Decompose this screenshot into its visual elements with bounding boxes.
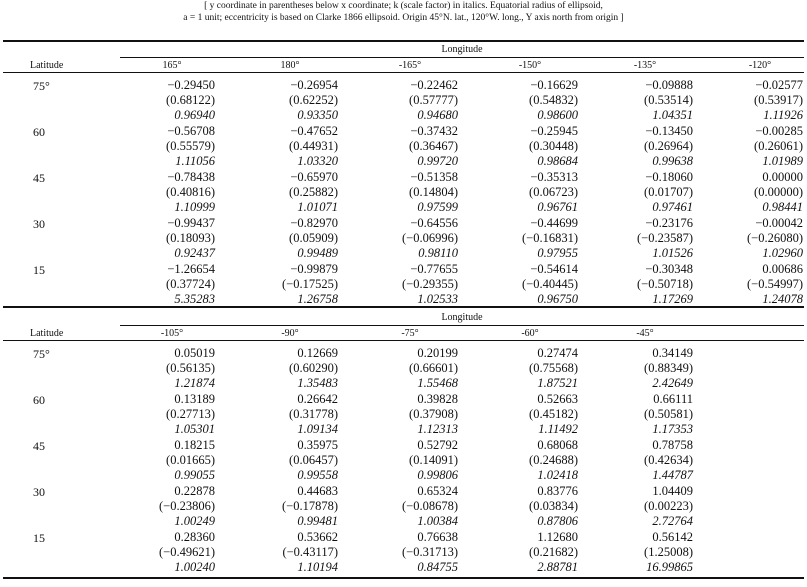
scale-factor-text: 1.02533 xyxy=(417,292,458,306)
note-line-1: [ y coordinate in parentheses below x coordinate; k (scale factor) in italics. Equatorial radius of ellipsoid, xyxy=(204,1,603,11)
x-coordinate: 0.83776 xyxy=(537,484,578,498)
scale-factor xyxy=(603,560,693,575)
scale-factor xyxy=(713,154,803,169)
scale-factor-text: 1.01989 xyxy=(762,154,803,168)
scale-factor xyxy=(368,292,458,307)
x-coordinate: −0.18060 xyxy=(645,170,693,184)
scale-factor xyxy=(125,108,215,123)
x-coordinate: 0.52792 xyxy=(417,438,458,452)
scale-factor xyxy=(248,292,338,307)
column-header: -90° xyxy=(281,328,299,339)
scale-factor xyxy=(248,200,338,215)
x-coordinate: 0.20199 xyxy=(417,346,458,360)
scale-factor-text: 0.94680 xyxy=(417,108,458,122)
longitude-header: Longitude xyxy=(441,44,483,55)
y-coordinate: (−0.17878) xyxy=(282,499,338,513)
x-coordinate: 0.52663 xyxy=(537,392,578,406)
latitude-value: 30 xyxy=(33,217,45,231)
y-coordinate: (−0.26080) xyxy=(747,231,803,245)
y-coordinate: (0.55579) xyxy=(166,139,215,153)
scale-factor-text: 1.11492 xyxy=(538,422,578,436)
latitude-value: 60 xyxy=(33,393,45,407)
column-header: -150° xyxy=(518,60,542,71)
scale-factor xyxy=(368,514,458,529)
x-coordinate: −0.54614 xyxy=(530,262,578,276)
scale-factor-text: 0.99720 xyxy=(417,154,458,168)
x-coordinate: −0.37432 xyxy=(410,124,458,138)
y-coordinate: (−0.40445) xyxy=(522,277,578,291)
scale-factor-text: 0.98441 xyxy=(762,200,803,214)
table-top-rule xyxy=(3,306,804,308)
scale-factor-text: 2.72764 xyxy=(652,514,693,528)
scale-factor-text: 16.99865 xyxy=(646,560,693,574)
y-coordinate: (0.06457) xyxy=(289,453,338,467)
scale-factor-text: 0.97955 xyxy=(537,246,578,260)
scale-factor xyxy=(125,468,215,483)
y-coordinate: (0.31778) xyxy=(289,407,338,421)
y-coordinate: (0.56135) xyxy=(166,361,215,375)
y-coordinate: (0.26061) xyxy=(754,139,803,153)
x-coordinate: 1.12680 xyxy=(537,530,578,544)
x-coordinate: −0.78438 xyxy=(167,170,215,184)
column-header: -105° xyxy=(160,328,184,339)
scale-factor-text: 1.03320 xyxy=(297,154,338,168)
y-coordinate: (−0.43117) xyxy=(282,545,338,559)
y-coordinate: (0.37908) xyxy=(409,407,458,421)
x-coordinate: 0.34149 xyxy=(652,346,693,360)
y-coordinate: (−0.17525) xyxy=(282,277,338,291)
scale-factor-text: 1.44787 xyxy=(652,468,693,482)
scale-factor xyxy=(368,560,458,575)
x-coordinate: 0.56142 xyxy=(652,530,693,544)
y-coordinate: (0.01665) xyxy=(166,453,215,467)
scale-factor-text: 0.97599 xyxy=(417,200,458,214)
scale-factor-text: 0.98110 xyxy=(418,246,458,260)
scale-factor xyxy=(713,246,803,261)
x-coordinate: −0.00042 xyxy=(755,216,803,230)
scale-factor xyxy=(125,292,215,307)
x-coordinate: 0.12669 xyxy=(297,346,338,360)
scale-factor-text: 1.11926 xyxy=(763,108,803,122)
x-coordinate: 0.18215 xyxy=(174,438,215,452)
x-coordinate: 0.00686 xyxy=(762,262,803,276)
x-coordinate: −0.35313 xyxy=(530,170,578,184)
scale-factor-text: 1.11056 xyxy=(175,154,215,168)
scale-factor-text: 0.96750 xyxy=(537,292,578,306)
y-coordinate: (0.06723) xyxy=(529,185,578,199)
table-bottom-rule xyxy=(3,577,804,579)
longitude-subrule xyxy=(120,325,804,326)
y-coordinate: (0.05909) xyxy=(289,231,338,245)
x-coordinate: 0.76638 xyxy=(417,530,458,544)
x-coordinate: −0.00285 xyxy=(755,124,803,138)
scale-factor-text: 0.98684 xyxy=(537,154,578,168)
latitude-value: 45 xyxy=(33,171,45,185)
y-coordinate: (0.57777) xyxy=(409,93,458,107)
longitude-subrule xyxy=(120,57,804,58)
y-coordinate: (0.54832) xyxy=(529,93,578,107)
scale-factor xyxy=(248,108,338,123)
scale-factor-text: 1.24078 xyxy=(762,292,803,306)
y-coordinate: (0.01707) xyxy=(644,185,693,199)
scale-factor-text: 1.00384 xyxy=(417,514,458,528)
column-header: -165° xyxy=(398,60,422,71)
scale-factor-text: 0.92437 xyxy=(174,246,215,260)
x-coordinate: 0.53662 xyxy=(297,530,338,544)
x-coordinate: −1.26654 xyxy=(167,262,215,276)
scale-factor-text: 1.35483 xyxy=(297,376,338,390)
y-coordinate: (0.03834) xyxy=(529,499,578,513)
scale-factor-text: 0.99806 xyxy=(417,468,458,482)
x-coordinate: −0.56708 xyxy=(167,124,215,138)
scale-factor xyxy=(488,376,578,391)
scale-factor-text: 0.99638 xyxy=(652,154,693,168)
y-coordinate: (0.26964) xyxy=(644,139,693,153)
y-coordinate: (0.44931) xyxy=(289,139,338,153)
x-coordinate: 0.26642 xyxy=(297,392,338,406)
x-coordinate: 0.00000 xyxy=(762,170,803,184)
scale-factor-text: 0.84755 xyxy=(417,560,458,574)
y-coordinate: (−0.54997) xyxy=(747,277,803,291)
y-coordinate: (0.14804) xyxy=(409,185,458,199)
scale-factor xyxy=(603,422,693,437)
scale-factor xyxy=(603,376,693,391)
scale-factor-text: 0.96761 xyxy=(537,200,578,214)
scale-factor-text: 2.42649 xyxy=(652,376,693,390)
scale-factor xyxy=(603,292,693,307)
y-coordinate: (0.66601) xyxy=(409,361,458,375)
latitude-header: Latitude xyxy=(30,328,64,339)
scale-factor xyxy=(248,376,338,391)
scale-factor-text: 1.17269 xyxy=(652,292,693,306)
latitude-value: 15 xyxy=(33,531,45,545)
y-coordinate: (0.27713) xyxy=(166,407,215,421)
scale-factor xyxy=(603,200,693,215)
scale-factor-text: 0.99558 xyxy=(297,468,338,482)
column-header: -45° xyxy=(636,328,654,339)
scale-factor-text: 1.17353 xyxy=(652,422,693,436)
scale-factor-text: 0.99481 xyxy=(297,514,338,528)
scale-factor xyxy=(125,154,215,169)
scale-factor-text: 1.00249 xyxy=(174,514,215,528)
scale-factor xyxy=(125,514,215,529)
x-coordinate: −0.64556 xyxy=(410,216,458,230)
scale-factor xyxy=(488,514,578,529)
x-coordinate: 0.66111 xyxy=(653,392,693,406)
latitude-value: 75° xyxy=(33,79,50,93)
scale-factor xyxy=(488,200,578,215)
x-coordinate: −0.16629 xyxy=(530,78,578,92)
y-coordinate: (0.53917) xyxy=(754,93,803,107)
latitude-value: 15 xyxy=(33,263,45,277)
y-coordinate: (0.53514) xyxy=(644,93,693,107)
y-coordinate: (0.50581) xyxy=(644,407,693,421)
scale-factor xyxy=(603,154,693,169)
column-header: -60° xyxy=(521,328,539,339)
scale-factor xyxy=(248,154,338,169)
x-coordinate: 0.65324 xyxy=(417,484,458,498)
column-header: -135° xyxy=(633,60,657,71)
latitude-value: 75° xyxy=(33,347,50,361)
scale-factor xyxy=(248,422,338,437)
x-coordinate: 0.22878 xyxy=(174,484,215,498)
scale-factor xyxy=(248,468,338,483)
scale-factor xyxy=(368,108,458,123)
scale-factor-text: 1.02960 xyxy=(762,246,803,260)
scale-factor xyxy=(488,246,578,261)
x-coordinate: −0.26954 xyxy=(290,78,338,92)
scale-factor xyxy=(368,422,458,437)
scale-factor xyxy=(125,376,215,391)
y-coordinate: (0.68122) xyxy=(166,93,215,107)
y-coordinate: (−0.08678) xyxy=(402,499,458,513)
y-coordinate: (0.00000) xyxy=(754,185,803,199)
scale-factor xyxy=(368,376,458,391)
table-top-rule xyxy=(3,40,804,42)
scale-factor-text: 1.10194 xyxy=(297,560,338,574)
scale-factor-text: 1.87521 xyxy=(537,376,578,390)
scale-factor xyxy=(368,200,458,215)
scale-factor xyxy=(488,108,578,123)
y-coordinate: (0.25882) xyxy=(289,185,338,199)
longitude-header: Longitude xyxy=(441,312,483,323)
x-coordinate: 0.39828 xyxy=(417,392,458,406)
scale-factor-text: 1.01526 xyxy=(652,246,693,260)
scale-factor xyxy=(125,422,215,437)
scale-factor xyxy=(488,560,578,575)
y-coordinate: (−0.29355) xyxy=(402,277,458,291)
x-coordinate: 1.04409 xyxy=(652,484,693,498)
x-coordinate: −0.99437 xyxy=(167,216,215,230)
x-coordinate: 0.44683 xyxy=(297,484,338,498)
y-coordinate: (−0.23806) xyxy=(159,499,215,513)
scale-factor xyxy=(713,108,803,123)
y-coordinate: (1.25008) xyxy=(644,545,693,559)
y-coordinate: (0.18093) xyxy=(166,231,215,245)
x-coordinate: 0.35975 xyxy=(297,438,338,452)
scale-factor-text: 0.96940 xyxy=(174,108,215,122)
scale-factor-text: 1.21874 xyxy=(174,376,215,390)
latitude-value: 60 xyxy=(33,125,45,139)
y-coordinate: (−0.16831) xyxy=(522,231,578,245)
scale-factor-text: 0.99055 xyxy=(174,468,215,482)
x-coordinate: −0.44699 xyxy=(530,216,578,230)
scale-factor-text: 2.88781 xyxy=(537,560,578,574)
scale-factor-text: 0.87806 xyxy=(537,514,578,528)
x-coordinate: −0.77655 xyxy=(410,262,458,276)
y-coordinate: (0.14091) xyxy=(409,453,458,467)
x-coordinate: −0.13450 xyxy=(645,124,693,138)
y-coordinate: (0.42634) xyxy=(644,453,693,467)
column-header: -75° xyxy=(401,328,419,339)
y-coordinate: (0.88349) xyxy=(644,361,693,375)
scale-factor-text: 1.01071 xyxy=(297,200,338,214)
y-coordinate: (−0.31713) xyxy=(402,545,458,559)
x-coordinate: −0.09888 xyxy=(645,78,693,92)
scale-factor-text: 0.99489 xyxy=(297,246,338,260)
y-coordinate: (−0.50718) xyxy=(637,277,693,291)
y-coordinate: (0.21682) xyxy=(529,545,578,559)
y-coordinate: (0.30448) xyxy=(529,139,578,153)
scale-factor xyxy=(603,246,693,261)
scale-factor xyxy=(248,514,338,529)
scale-factor-text: 1.26758 xyxy=(297,292,338,306)
scale-factor xyxy=(368,246,458,261)
scale-factor-text: 0.93350 xyxy=(297,108,338,122)
latitude-value: 45 xyxy=(33,439,45,453)
y-coordinate: (0.00223) xyxy=(644,499,693,513)
scale-factor-text: 1.00240 xyxy=(174,560,215,574)
scale-factor xyxy=(603,514,693,529)
x-coordinate: 0.13189 xyxy=(174,392,215,406)
scale-factor xyxy=(368,468,458,483)
x-coordinate: 0.68068 xyxy=(537,438,578,452)
y-coordinate: (0.36467) xyxy=(409,139,458,153)
scale-factor xyxy=(488,468,578,483)
scale-factor-text: 0.98600 xyxy=(537,108,578,122)
note-line-2: a = 1 unit; eccentricity is based on Clarke 1866 ellipsoid. Origin 45°N. lat., 120°W. long., Y axis north from origin ] xyxy=(183,13,624,23)
scale-factor xyxy=(248,560,338,575)
y-coordinate: (0.60290) xyxy=(289,361,338,375)
y-coordinate: (0.62252) xyxy=(289,93,338,107)
x-coordinate: 0.27474 xyxy=(537,346,578,360)
scale-factor xyxy=(603,108,693,123)
y-coordinate: (0.75568) xyxy=(529,361,578,375)
y-coordinate: (−0.49621) xyxy=(159,545,215,559)
x-coordinate: −0.30348 xyxy=(645,262,693,276)
x-coordinate: −0.99879 xyxy=(290,262,338,276)
x-coordinate: −0.51358 xyxy=(410,170,458,184)
header-rule xyxy=(3,340,804,341)
scale-factor xyxy=(488,292,578,307)
x-coordinate: 0.28360 xyxy=(174,530,215,544)
scale-factor xyxy=(125,200,215,215)
scale-factor-text: 1.09134 xyxy=(297,422,338,436)
scale-factor-text: 1.05301 xyxy=(174,422,215,436)
scale-factor-text: 1.12313 xyxy=(417,422,458,436)
scale-factor xyxy=(603,468,693,483)
scale-factor xyxy=(125,560,215,575)
x-coordinate: −0.22462 xyxy=(410,78,458,92)
scale-factor xyxy=(488,154,578,169)
scale-factor xyxy=(713,200,803,215)
y-coordinate: (0.45182) xyxy=(529,407,578,421)
scale-factor xyxy=(125,246,215,261)
latitude-header: Latitude xyxy=(30,60,64,71)
header-rule xyxy=(3,72,804,73)
y-coordinate: (0.24688) xyxy=(529,453,578,467)
y-coordinate: (−0.23587) xyxy=(637,231,693,245)
scale-factor-text: 5.35283 xyxy=(174,292,215,306)
column-header: -120° xyxy=(748,60,772,71)
y-coordinate: (0.40816) xyxy=(166,185,215,199)
x-coordinate: −0.23176 xyxy=(645,216,693,230)
scale-factor-text: 1.04351 xyxy=(652,108,693,122)
scale-factor-text: 1.02418 xyxy=(537,468,578,482)
x-coordinate: −0.82970 xyxy=(290,216,338,230)
scale-factor xyxy=(248,246,338,261)
latitude-value: 30 xyxy=(33,485,45,499)
scale-factor-text: 1.55468 xyxy=(417,376,458,390)
x-coordinate: −0.65970 xyxy=(290,170,338,184)
scale-factor xyxy=(488,422,578,437)
x-coordinate: −0.29450 xyxy=(167,78,215,92)
column-header: 180° xyxy=(280,60,300,71)
x-coordinate: −0.02577 xyxy=(755,78,803,92)
x-coordinate: −0.25945 xyxy=(530,124,578,138)
scale-factor-text: 0.97461 xyxy=(652,200,693,214)
scale-factor xyxy=(368,154,458,169)
y-coordinate: (0.37724) xyxy=(166,277,215,291)
x-coordinate: 0.78758 xyxy=(652,438,693,452)
scale-factor xyxy=(713,292,803,307)
column-header: 165° xyxy=(162,60,182,71)
scale-factor-text: 1.10999 xyxy=(174,200,215,214)
x-coordinate: −0.47652 xyxy=(290,124,338,138)
x-coordinate: 0.05019 xyxy=(174,346,215,360)
y-coordinate: (−0.06996) xyxy=(402,231,458,245)
